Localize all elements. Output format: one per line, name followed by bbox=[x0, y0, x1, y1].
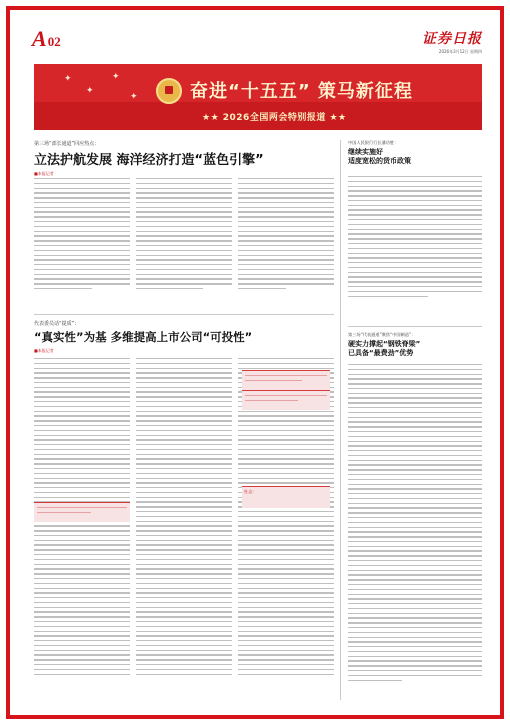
main-article-column-2 bbox=[136, 178, 232, 308]
page-frame bbox=[6, 6, 504, 719]
main-article-column-1 bbox=[34, 178, 130, 308]
column-divider bbox=[340, 140, 341, 700]
masthead bbox=[422, 28, 482, 55]
dove-icon: ✦ bbox=[86, 86, 94, 96]
side-top-headline-2: 适度宽松的货币政策 bbox=[348, 157, 411, 165]
side-divider bbox=[348, 326, 482, 327]
main-article-header bbox=[34, 140, 334, 177]
side-top-kicker: 中国人民银行行长潘功胜： bbox=[348, 140, 399, 145]
side-bottom-kicker: 第三场“代表通道”聚焦“中国制造”： bbox=[348, 332, 416, 337]
main-article-byline: ■本报记者 bbox=[34, 171, 54, 176]
dove-icon: ✦ bbox=[64, 74, 72, 84]
page-letter: A bbox=[32, 26, 47, 51]
banner-subtitle: ★★ 2026全国两会特别报道 ★★ bbox=[202, 113, 347, 123]
side-top-headline-1: 继续实施好 bbox=[348, 148, 383, 156]
side-article-top-header bbox=[348, 140, 478, 166]
dove-icon: ✦ bbox=[112, 72, 120, 82]
masthead-date: 2026年3月12日 星期四 bbox=[438, 49, 482, 54]
side-article-bottom-header bbox=[348, 332, 482, 358]
callout-box bbox=[242, 390, 330, 410]
main-article-kicker: 第三场“部长通道”回应热点： bbox=[34, 141, 100, 147]
callout-box bbox=[34, 502, 130, 522]
main-article-column-3 bbox=[238, 178, 334, 308]
newspaper-page bbox=[14, 14, 496, 711]
side-article-top-body bbox=[348, 176, 482, 314]
side-article-bottom-body bbox=[348, 364, 482, 694]
callout-box bbox=[242, 486, 330, 508]
second-article-column-1 bbox=[34, 358, 130, 698]
callout-label: 杜志： bbox=[244, 489, 257, 494]
second-article-column-2 bbox=[136, 358, 232, 698]
dove-icon: ✦ bbox=[130, 92, 138, 102]
second-article-byline: ■本报记者 bbox=[34, 348, 54, 353]
second-article-kicker: 代表委员话“提质”： bbox=[34, 321, 80, 327]
side-bottom-headline-1: 硬实力撑起“钢铁脊梁” bbox=[348, 340, 421, 348]
main-article-headline: 立法护航发展 海洋经济打造“蓝色引擎” bbox=[34, 153, 264, 168]
second-article-header bbox=[34, 320, 334, 354]
masthead-logo: 证券日报 bbox=[422, 31, 482, 47]
banner-title: 奋进“十五五” 策马新征程 bbox=[190, 81, 413, 102]
national-emblem-icon bbox=[156, 78, 182, 104]
callout-box bbox=[242, 370, 330, 390]
second-article-headline: “真实性”为基 多维提高上市公司“可投性” bbox=[34, 330, 253, 344]
side-bottom-headline-2: 已具备“最费劲”优势 bbox=[348, 349, 414, 357]
article-divider bbox=[34, 314, 334, 315]
special-report-banner bbox=[34, 64, 482, 130]
page-number bbox=[32, 26, 61, 52]
page-number-digits: 02 bbox=[47, 34, 61, 49]
